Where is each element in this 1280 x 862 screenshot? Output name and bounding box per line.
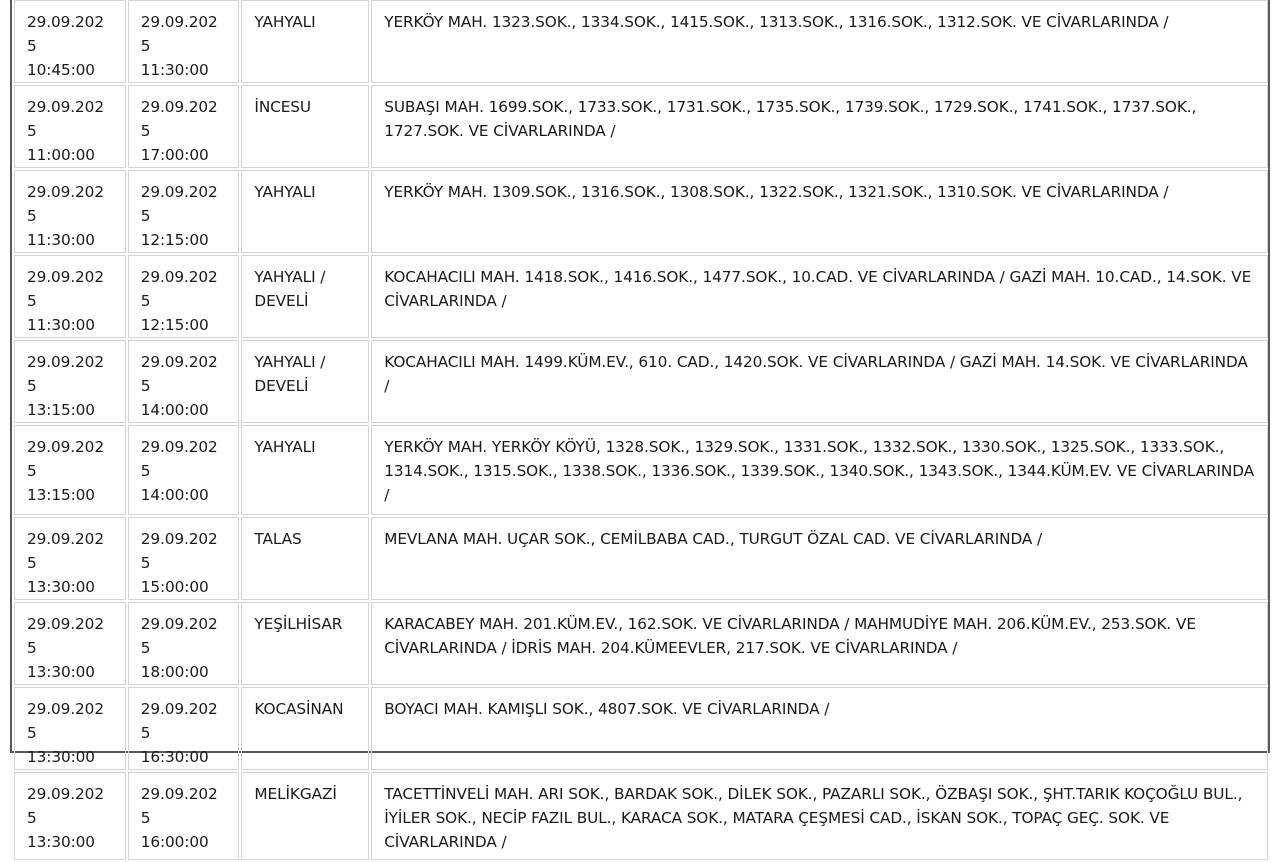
end-date: 29.09.2025 xyxy=(140,13,218,55)
start-cell xyxy=(14,0,126,83)
district-name: YAHYALI / xyxy=(254,268,326,286)
start-cell xyxy=(14,517,126,600)
table-row xyxy=(14,687,1268,770)
streets-text: KOCAHACILI MAH. 1499.KÜM.EV., 610. CAD., 1420.SOK. VE CİVARLARINDA / GAZİ MAH. 14.SOK. VE CİVARLARINDA / xyxy=(384,353,1248,395)
start-cell xyxy=(14,85,126,168)
start-cell xyxy=(14,255,126,338)
start-time: 13:30:00 xyxy=(27,748,95,766)
district-cell xyxy=(241,602,369,685)
district-name: MELİKGAZİ xyxy=(254,785,337,803)
end-cell xyxy=(128,602,240,685)
outage-table-body xyxy=(14,0,1268,860)
end-cell xyxy=(128,772,240,860)
start-date: 29.09.2025 xyxy=(27,353,104,395)
end-cell xyxy=(128,170,240,253)
table-row xyxy=(14,255,1268,338)
end-time: 12:15:00 xyxy=(140,231,209,249)
end-date: 29.09.2025 xyxy=(140,438,218,480)
start-time: 11:30:00 xyxy=(27,316,95,334)
table-row xyxy=(14,85,1268,168)
start-time: 13:30:00 xyxy=(27,833,95,851)
end-time: 14:00:00 xyxy=(140,486,209,504)
district-cell xyxy=(241,0,369,83)
start-cell xyxy=(14,687,126,770)
end-cell xyxy=(128,0,240,83)
start-date: 29.09.2025 xyxy=(27,13,104,55)
end-time: 14:00:00 xyxy=(140,401,209,419)
district-name: YAHYALI / xyxy=(254,353,326,371)
start-time: 13:30:00 xyxy=(27,578,95,596)
table-row xyxy=(14,772,1268,860)
start-date: 29.09.2025 xyxy=(27,700,104,742)
streets-text: YERKÖY MAH. 1309.SOK., 1316.SOK., 1308.SOK., 1322.SOK., 1321.SOK., 1310.SOK. VE CİVARLARINDA / xyxy=(384,183,1169,201)
table-row xyxy=(14,425,1268,515)
district-cell xyxy=(241,425,369,515)
table-row xyxy=(14,602,1268,685)
start-time: 13:15:00 xyxy=(27,401,95,419)
district-name: YAHYALI xyxy=(254,13,316,31)
start-time: 13:30:00 xyxy=(27,663,95,681)
start-cell xyxy=(14,340,126,423)
start-cell xyxy=(14,170,126,253)
district-name: TALAS xyxy=(254,530,302,548)
end-time: 16:30:00 xyxy=(140,748,209,766)
start-date: 29.09.2025 xyxy=(27,98,104,140)
end-time: 11:30:00 xyxy=(140,61,209,79)
table-row xyxy=(14,170,1268,253)
streets-text: BOYACI MAH. KAMIŞLI SOK., 4807.SOK. VE CİVARLARINDA / xyxy=(384,700,830,718)
end-cell xyxy=(128,340,240,423)
start-cell xyxy=(14,772,126,860)
end-time: 16:00:00 xyxy=(140,833,209,851)
district-name: DEVELİ xyxy=(254,292,309,310)
end-cell xyxy=(128,687,240,770)
table-row xyxy=(14,340,1268,423)
end-cell xyxy=(128,255,240,338)
end-time: 18:00:00 xyxy=(140,663,209,681)
end-date: 29.09.2025 xyxy=(140,268,218,310)
start-date: 29.09.2025 xyxy=(27,615,104,657)
streets-text: KOCAHACILI MAH. 1418.SOK., 1416.SOK., 1477.SOK., 10.CAD. VE CİVARLARINDA / GAZİ MAH. 10.CAD., 14.SOK. VE CİVARLARINDA / xyxy=(384,268,1252,310)
end-cell xyxy=(128,517,240,600)
streets-cell xyxy=(371,425,1268,515)
streets-cell xyxy=(371,687,1268,770)
streets-cell xyxy=(371,85,1268,168)
end-date: 29.09.2025 xyxy=(140,183,218,225)
streets-cell xyxy=(371,170,1268,253)
streets-text: KARACABEY MAH. 201.KÜM.EV., 162.SOK. VE CİVARLARINDA / MAHMUDİYE MAH. 206.KÜM.EV., 253.SOK. VE CİVARLARINDA / İDRİS MAH. 204.KÜMEEVLER, 217.SOK. VE CİVARLARINDA / xyxy=(384,615,1196,657)
streets-text: YERKÖY MAH. YERKÖY KÖYÜ, 1328.SOK., 1329.SOK., 1331.SOK., 1332.SOK., 1330.SOK., 1325.SOK., 1333.SOK., 1314.SOK., 1315.SOK., 1338.SOK., 1336.SOK., 1339.SOK., 1340.SOK., 1343.SOK., 1344.KÜM.EV. VE CİVARLARINDA / xyxy=(384,438,1255,504)
district-cell xyxy=(241,85,369,168)
end-date: 29.09.2025 xyxy=(140,98,218,140)
streets-cell xyxy=(371,602,1268,685)
start-date: 29.09.2025 xyxy=(27,785,104,827)
streets-text: SUBAŞI MAH. 1699.SOK., 1733.SOK., 1731.SOK., 1735.SOK., 1739.SOK., 1729.SOK., 1741.SOK., 1737.SOK., 1727.SOK. VE CİVARLARINDA / xyxy=(384,98,1197,140)
start-date: 29.09.2025 xyxy=(27,268,104,310)
district-cell xyxy=(241,517,369,600)
start-time: 13:15:00 xyxy=(27,486,95,504)
district-name: YAHYALI xyxy=(254,183,316,201)
district-name: YEŞİLHİSAR xyxy=(254,615,343,633)
table-row xyxy=(14,0,1268,83)
streets-cell xyxy=(371,255,1268,338)
start-time: 11:30:00 xyxy=(27,231,95,249)
end-cell xyxy=(128,85,240,168)
streets-cell xyxy=(371,517,1268,600)
start-cell xyxy=(14,602,126,685)
end-date: 29.09.2025 xyxy=(140,785,218,827)
streets-text: MEVLANA MAH. UÇAR SOK., CEMİLBABA CAD., TURGUT ÖZAL CAD. VE CİVARLARINDA / xyxy=(384,530,1043,548)
district-cell xyxy=(241,255,369,338)
district-cell xyxy=(241,772,369,860)
end-time: 17:00:00 xyxy=(140,146,209,164)
end-date: 29.09.2025 xyxy=(140,530,218,572)
start-date: 29.09.2025 xyxy=(27,183,104,225)
start-date: 29.09.2025 xyxy=(27,438,104,480)
district-name: KOCASİNAN xyxy=(254,700,344,718)
table-row xyxy=(14,517,1268,600)
streets-text: TACETTİNVELİ MAH. ARI SOK., BARDAK SOK., DİLEK SOK., PAZARLI SOK., ÖZBAŞI SOK., ŞHT.TARIK KOÇOĞLU BUL., İYİLER SOK., NECİP FAZIL BUL., KARACA SOK., MATARA ÇEŞMESİ CAD., İSKAN SOK., TOPAÇ GEÇ. SOK. VE CİVARLARINDA / xyxy=(384,785,1243,851)
start-time: 10:45:00 xyxy=(27,61,95,79)
district-cell xyxy=(241,687,369,770)
start-cell xyxy=(14,425,126,515)
end-date: 29.09.2025 xyxy=(140,615,218,657)
end-time: 15:00:00 xyxy=(140,578,209,596)
streets-text: YERKÖY MAH. 1323.SOK., 1334.SOK., 1415.SOK., 1313.SOK., 1316.SOK., 1312.SOK. VE CİVARLARINDA / xyxy=(384,13,1169,31)
district-name: YAHYALI xyxy=(254,438,316,456)
district-name: İNCESU xyxy=(254,98,312,116)
district-cell xyxy=(241,170,369,253)
start-date: 29.09.2025 xyxy=(27,530,104,572)
district-name: DEVELİ xyxy=(254,377,309,395)
district-cell xyxy=(241,340,369,423)
end-date: 29.09.2025 xyxy=(140,700,218,742)
end-cell xyxy=(128,425,240,515)
end-time: 12:15:00 xyxy=(140,316,209,334)
outage-table-frame xyxy=(10,0,1270,851)
streets-cell xyxy=(371,340,1268,423)
start-time: 11:00:00 xyxy=(27,146,95,164)
end-date: 29.09.2025 xyxy=(140,353,218,395)
streets-cell xyxy=(371,772,1268,860)
streets-cell xyxy=(371,0,1268,83)
outage-table xyxy=(12,0,1270,862)
